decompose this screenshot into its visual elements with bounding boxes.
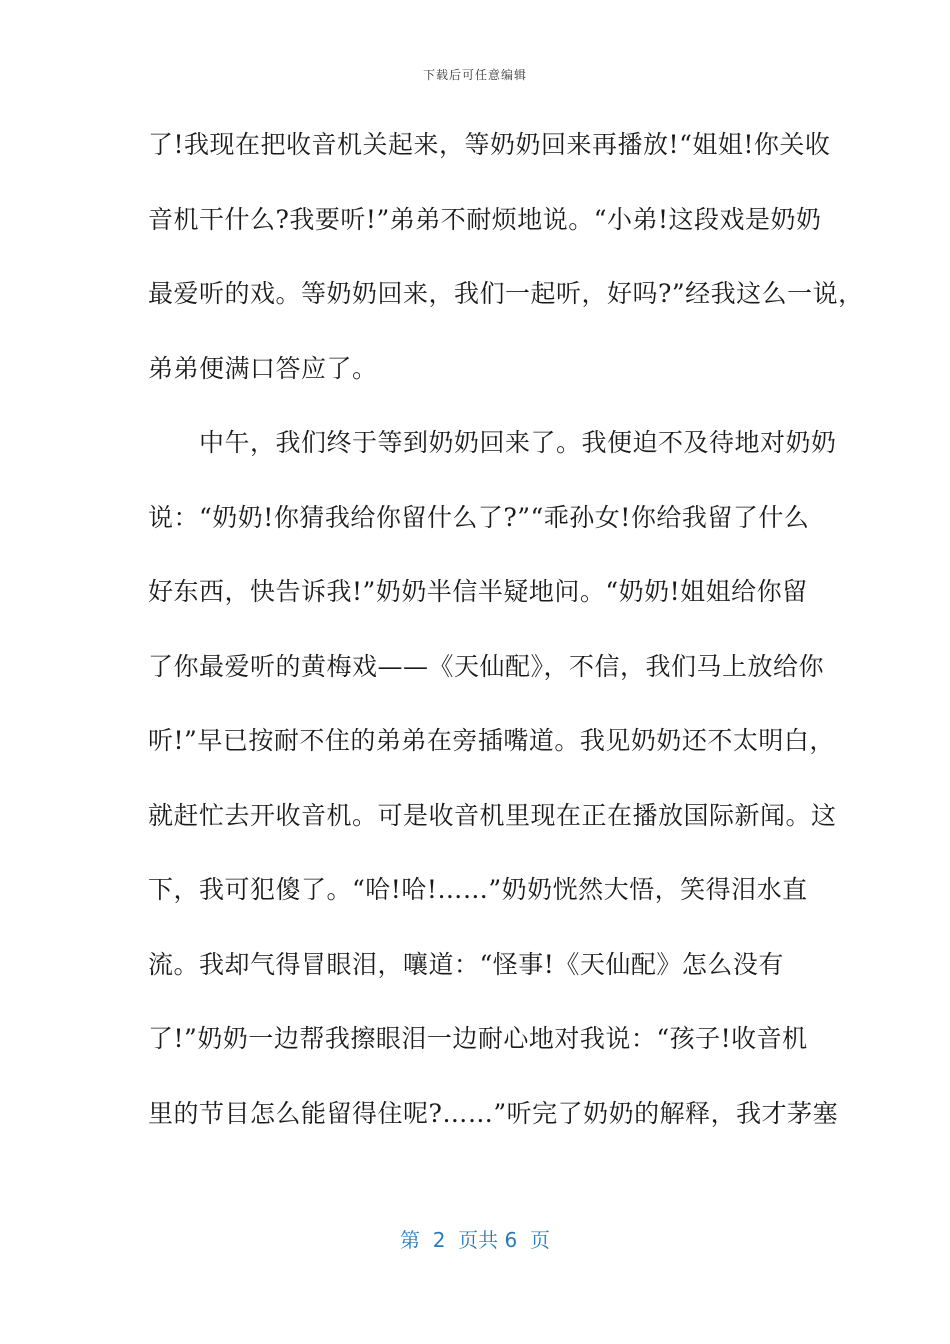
- text-line: 流。我却气得冒眼泪，嚷道：“怪事!《天仙配》怎么没有: [148, 949, 784, 979]
- text-line: 听!”早已按耐不住的弟弟在旁插嘴道。我见奶奶还不太明白，: [148, 726, 835, 755]
- text-line: 了你最爱听的黄梅戏——《天仙配》，不信，我们马上放给你: [148, 651, 825, 681]
- text-line: 下，我可犯傻了。“哈!哈!……”奶奶恍然大悟，笑得泪水直: [148, 875, 808, 904]
- text-line: 最爱听的戏。等奶奶回来，我们一起听，好吗?”经我这么一说，: [148, 279, 864, 308]
- document-body: [148, 120, 864, 1163]
- text-line: 了!”奶奶一边帮我擦眼泪一边耐心地对我说：“孩子!收音机: [148, 1024, 808, 1053]
- text-line: 说：“奶奶!你猜我给你留什么了?”“乖孙女!你给我留了什么: [148, 502, 810, 532]
- text-line: 了!我现在把收音机关起来，等奶奶回来再播放!“姐姐!你关收: [148, 130, 831, 159]
- text-line: 里的节目怎么能留得住呢?……”听完了奶奶的解释，我才茅塞: [148, 1098, 839, 1128]
- text-line: 音机干什么?我要听!”弟弟不耐烦地说。“小弟!这段戏是奶奶: [148, 204, 822, 234]
- text-line: 弟弟便满口答应了。: [148, 353, 378, 383]
- page-header-note: 下载后可任意编辑: [422, 68, 527, 82]
- text-line: 中午，我们终于等到奶奶回来了。我便迫不及待地对奶奶: [148, 428, 837, 457]
- text-line: 好东西，快告诉我!”奶奶半信半疑地问。“奶奶!姐姐给你留: [148, 577, 808, 606]
- page-number-footer: 第 2 页共 6 页: [400, 1228, 550, 1252]
- text-line: 就赶忙去开收音机。可是收音机里现在正在播放国际新闻。这: [148, 800, 837, 830]
